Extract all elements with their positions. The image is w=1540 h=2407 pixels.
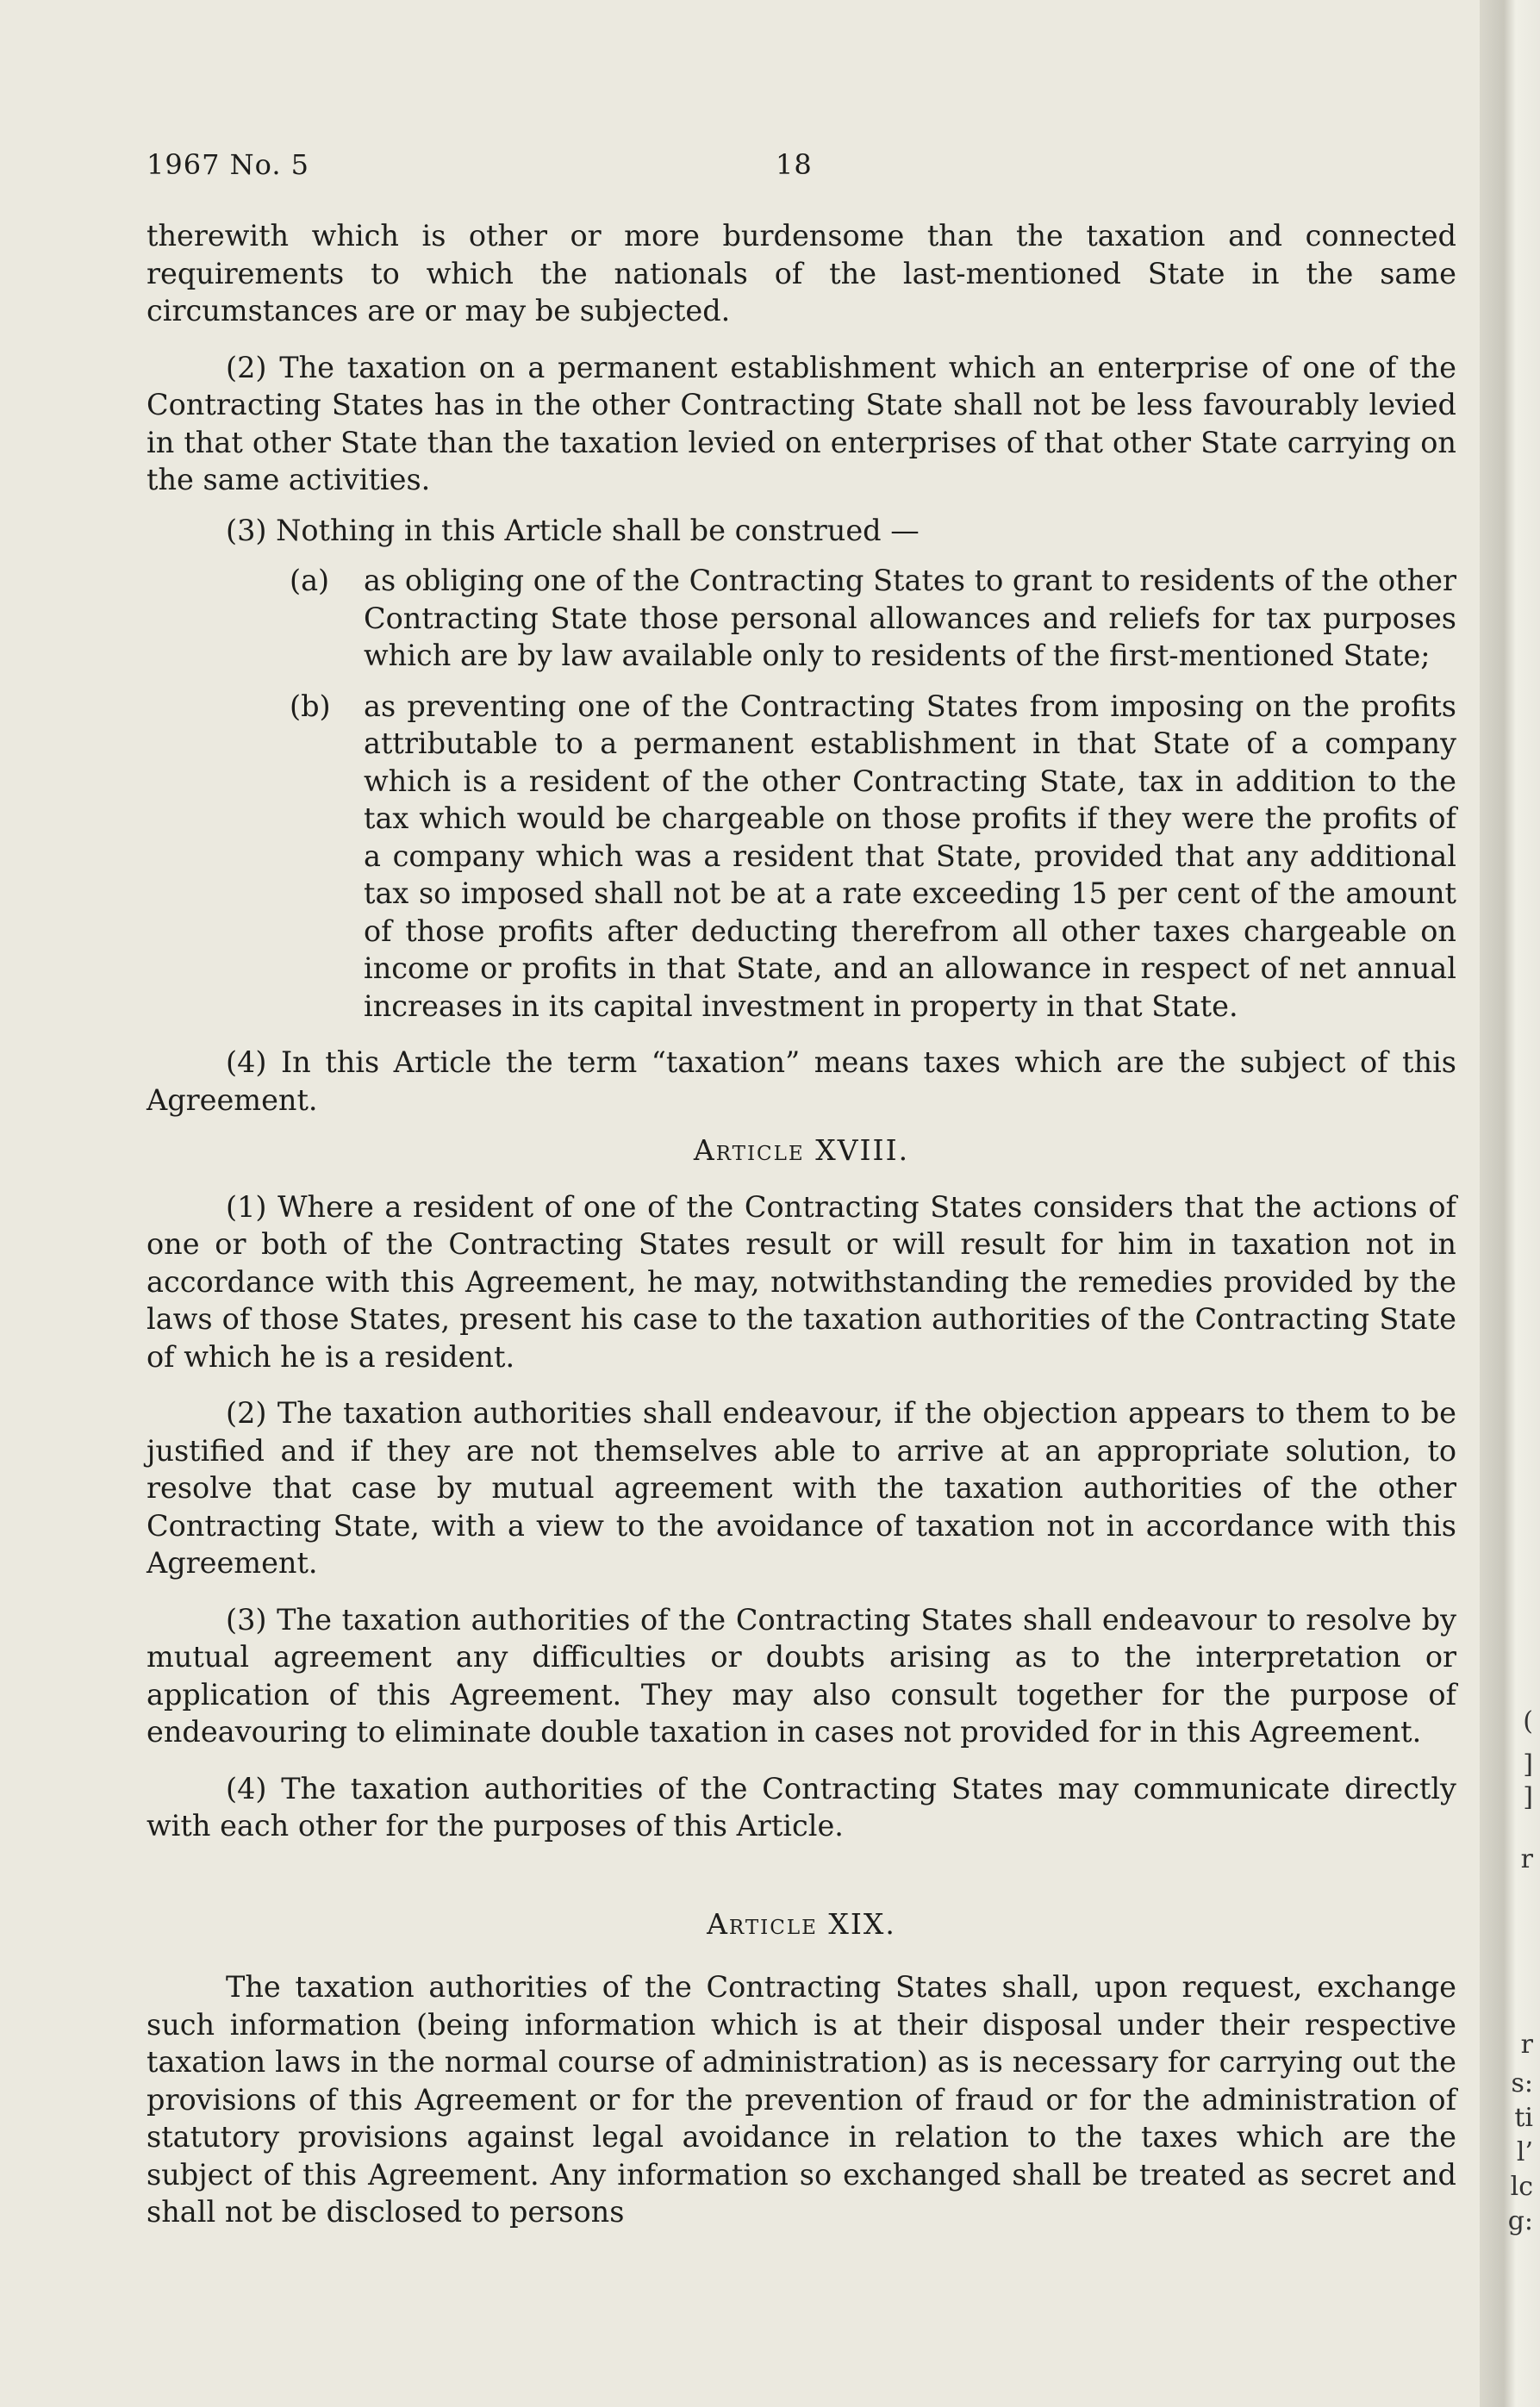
article-18-heading: Article XVIII. bbox=[693, 1133, 910, 1167]
item-text: as obliging one of the Contracting States to grant to residents of the other Contracting State those personal allowances and reliefs for tax purposes which are by law available only to residents of the first-mentioned State; bbox=[364, 564, 1456, 672]
article-19-paragraph: The taxation authorities of the Contracting States shall, upon request, exchange such information (being information which is at their disposal under their respective taxation laws in the normal course of administration) as is necessary for carrying out the provisions of this Agreement or for the prevention of fraud or for the administration of statutory provisions against legal avoidance in relation to the taxes which are the subject of this Agreement. Any information so exchanged shall be treated as secret and shall not be disclosed to persons bbox=[147, 1970, 1456, 2229]
item-label: (b) bbox=[290, 689, 331, 723]
edge-letter: g: bbox=[1507, 2206, 1533, 2236]
paragraph-2: (2) The taxation on a permanent establishment which an enterprise of one of the Contracting States has in the other Contracting State shall not be less favourably levied in that other State than the taxation levied on enterprises of that other State carrying on the same activities. bbox=[147, 350, 1456, 496]
paragraph-3: (3) Nothing in this Article shall be construed — bbox=[226, 513, 920, 547]
next-page-letters bbox=[1502, 0, 1537, 2407]
edge-letter: s: bbox=[1511, 2068, 1533, 2098]
continued-paragraph: therewith which is other or more burdensome than the taxation and connected requirements to which the nationals of the last-mentioned State in the same circumstances are or may be subjected. bbox=[147, 219, 1456, 327]
item-label: (a) bbox=[290, 564, 330, 597]
edge-letter: r bbox=[1520, 1844, 1533, 1874]
article-18-paragraph-4: (4) The taxation authorities of the Contracting States may communicate directly with each other for the purposes of this Article. bbox=[147, 1771, 1456, 1843]
edge-letter: ] bbox=[1523, 1782, 1533, 1812]
edge-letter: ti bbox=[1514, 2103, 1533, 2133]
edge-letter: ] bbox=[1523, 1749, 1533, 1780]
page-body bbox=[147, 217, 1456, 2231]
list-item-a bbox=[147, 562, 1456, 675]
list-item-b bbox=[147, 688, 1456, 1026]
edge-letter: lc bbox=[1510, 2172, 1533, 2202]
page-header bbox=[147, 148, 813, 181]
article-18-paragraph-1: (1) Where a resident of one of the Contracting States considers that the actions of one or both of the Contracting States result or will result for him in taxation not in accordance with this Agreement, he may, notwithstanding the remedies provided by the laws of those States, present his case to the taxation authorities of the Contracting State of which he is a resident. bbox=[147, 1189, 1456, 1374]
edge-letter: ( bbox=[1523, 1706, 1533, 1737]
article-18-paragraph-3: (3) The taxation authorities of the Contracting States shall endeavour to resolve by mutual agreement any difficulties or doubts arising as to the interpretation or application of this Agreement. They may also consult together for the purpose of endeavouring to eliminate double taxation in cases not provided for in this Agreement. bbox=[147, 1602, 1456, 1749]
edge-letter: r bbox=[1520, 2030, 1533, 2060]
article-18-paragraph-2: (2) The taxation authorities shall endeavour, if the objection appears to them to be justified and if they are not themselves able to arrive at an appropriate solution, to resolve that case by mutual agreement with the taxation authorities of the other Contracting State, with a view to the avoidance of taxation not in accordance with this Agreement. bbox=[147, 1396, 1456, 1580]
page-number: 18 bbox=[776, 148, 813, 181]
header-year-number: 1967 No. 5 bbox=[147, 148, 310, 181]
article-19-heading: Article XIX. bbox=[707, 1906, 896, 1941]
item-text: as preventing one of the Contracting States from imposing on the profits attributable to a permanent establishment in that State of a company which is a resident of the other Contracting State, tax in addition to the tax which would be chargeable on those profits if they were the profits of a company which was a resident that State, provided that any additional tax so imposed shall not be at a rate exceeding 15 per cent of the amount of those profits after deducting therefrom all other taxes chargeable on income or profits in that State, and an allowance in respect of net annual increases in its capital investment in property in that State. bbox=[364, 689, 1456, 1023]
paragraph-4: (4) In this Article the term “taxation” means taxes which are the subject of this Agreement. bbox=[147, 1045, 1456, 1117]
edge-letter: l’ bbox=[1516, 2137, 1533, 2167]
